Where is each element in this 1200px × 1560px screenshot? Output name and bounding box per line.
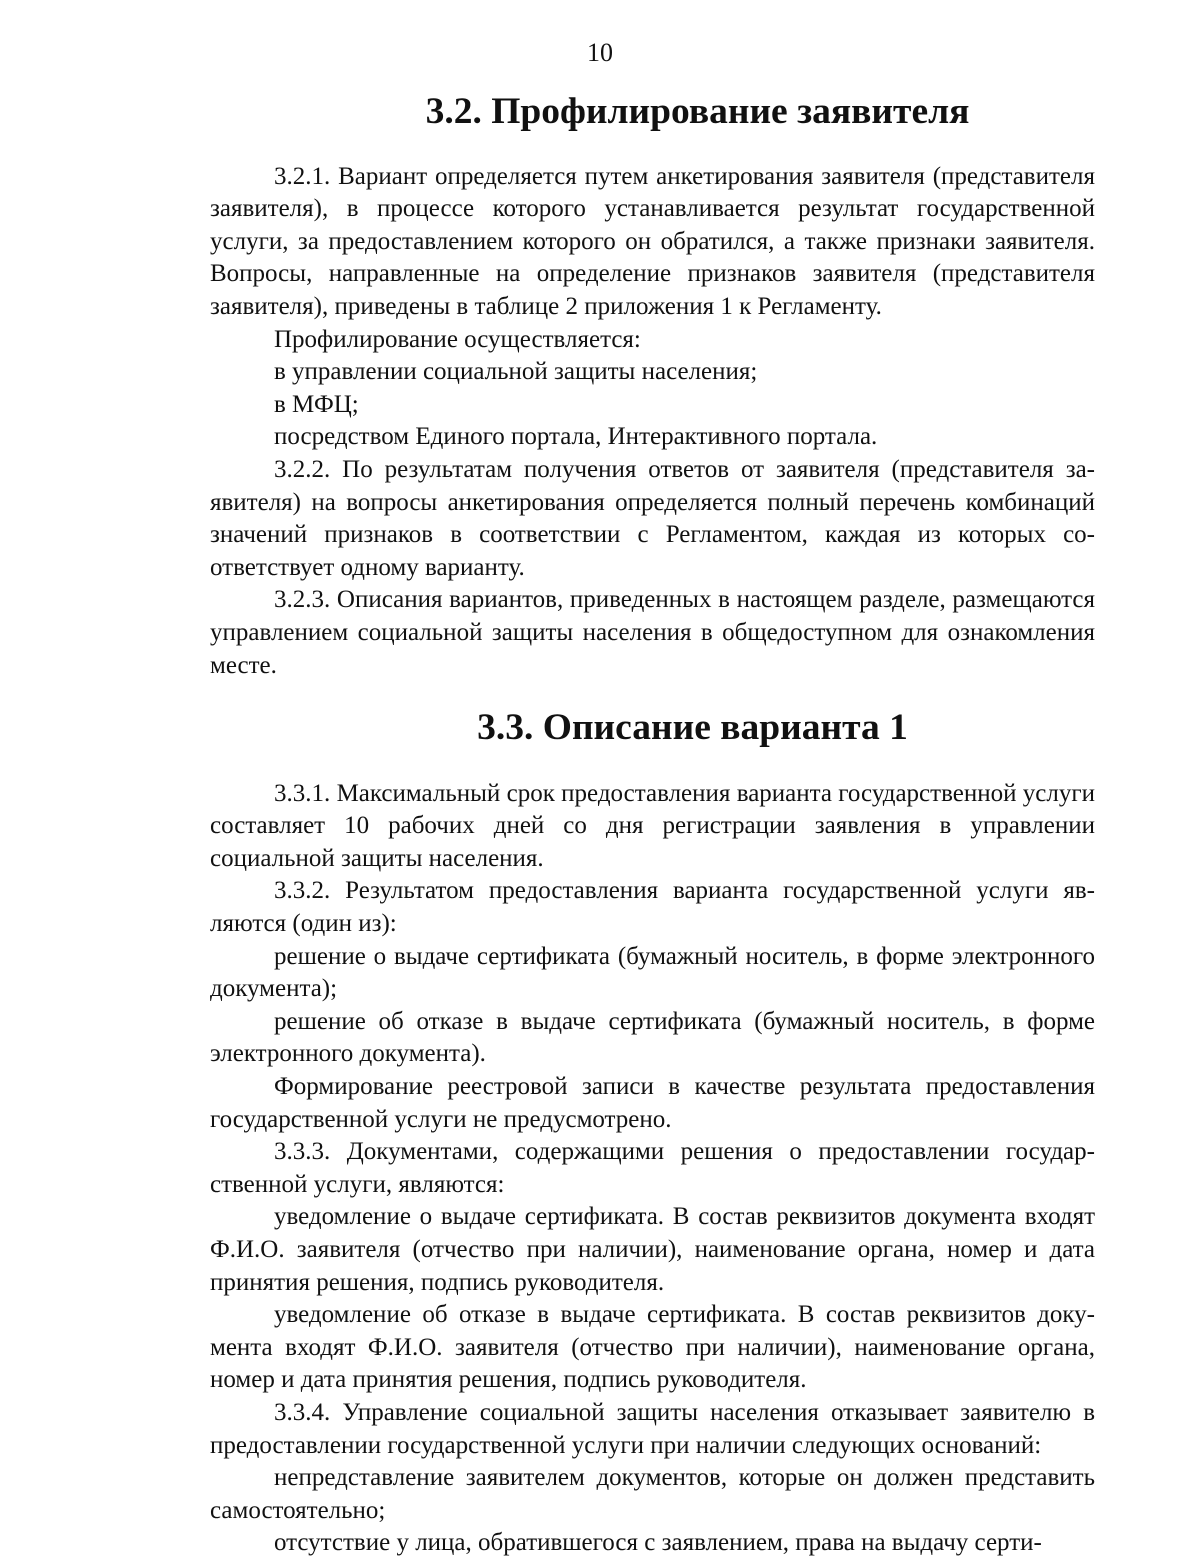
list-item-social-protection: в управлении социальной защиты населения;	[274, 358, 758, 386]
list-item-notice-issue: уведомление о выдаче сертификата. В состав реквизитов документа входят Ф.И.О. заявителя (отчество при наличии), наименование органа, номер и дата принятия решения, подпись руководителя.	[210, 1203, 1095, 1296]
paragraph-registry-record: Формирование реестровой записи в качестве результата предоставления государственной услуги не предусмотрено.	[210, 1073, 1095, 1133]
document-body	[210, 91, 1095, 1560]
paragraph-3-2-1: 3.2.1. Вариант определяется путем анкетирования заявителя (представителя заявителя), в процессе которого устанавливается результат государственной услуги, за предоставлением которого он обратился, а также признаки заявителя. Вопросы, направленные на определение признаков заявителя (представителя заявителя), приведены в таблице 2 приложения 1 к Регламенту.	[210, 162, 1095, 320]
list-item-documents-missing: непредставление заявителем документов, которые он должен представить самостоятельно;	[210, 1464, 1095, 1524]
paragraph-3-3-1: 3.3.1. Максимальный срок предоставления варианта государственной услуги составляет 10 рабочих дней со дня регистрации заявления в управлении социальной защиты населения.	[210, 779, 1095, 872]
paragraph-3-3-4: 3.3.4. Управление социальной защиты населения отказывает заявителю в предоставлении государственной услуги при наличии следующих оснований:	[210, 1398, 1095, 1459]
list-item-decision-refusal: решение об отказе в выдаче сертификата (бумажный носитель, в форме электронного документа).	[210, 1007, 1095, 1068]
section-heading-3-3: 3.3. Описание варианта 1	[477, 707, 908, 749]
list-item-portals: посредством Единого портала, Интерактивного портала.	[274, 423, 878, 451]
list-item-notice-refusal: уведомление об отказе в выдаче сертификата. В состав реквизитов документа входят Ф.И.О. заявителя (отчество при наличии), наименование органа, номер и дата принятия решения, подпись руководителя.	[210, 1301, 1095, 1394]
paragraph-profiling-intro: Профилирование осуществляется:	[274, 325, 641, 353]
list-item-mfc: в МФЦ;	[274, 390, 359, 418]
page-number: 10	[587, 38, 613, 67]
list-item-no-right: отсутствие у лица, обратившегося с заявлением, права на выдачу серти-	[274, 1529, 1042, 1557]
list-item-decision-issue: решение о выдаче сертификата (бумажный носитель, в форме электронного документа);	[210, 942, 1095, 1003]
paragraph-3-2-2: 3.2.2. По результатам получения ответов от заявителя (представителя заявителя) на вопросы анкетирования определяется полный перечень комбинаций значений признаков в соответствии с Регламентом, каждая из которых соответствует одному варианту.	[210, 455, 1095, 581]
paragraph-3-3-2: 3.3.2. Результатом предоставления варианта государственной услуги являются (один из):	[210, 877, 1095, 938]
paragraph-3-2-3: 3.2.3. Описания вариантов, приведенных в настоящем разделе, размещаются управлением социальной защиты населения в общедоступном для ознакомления месте.	[210, 586, 1095, 679]
paragraph-3-3-3: 3.3.3. Документами, содержащими решения о предоставлении государственной услуги, являются:	[210, 1138, 1095, 1198]
section-heading-3-2: 3.2. Профилирование заявителя	[425, 91, 970, 132]
